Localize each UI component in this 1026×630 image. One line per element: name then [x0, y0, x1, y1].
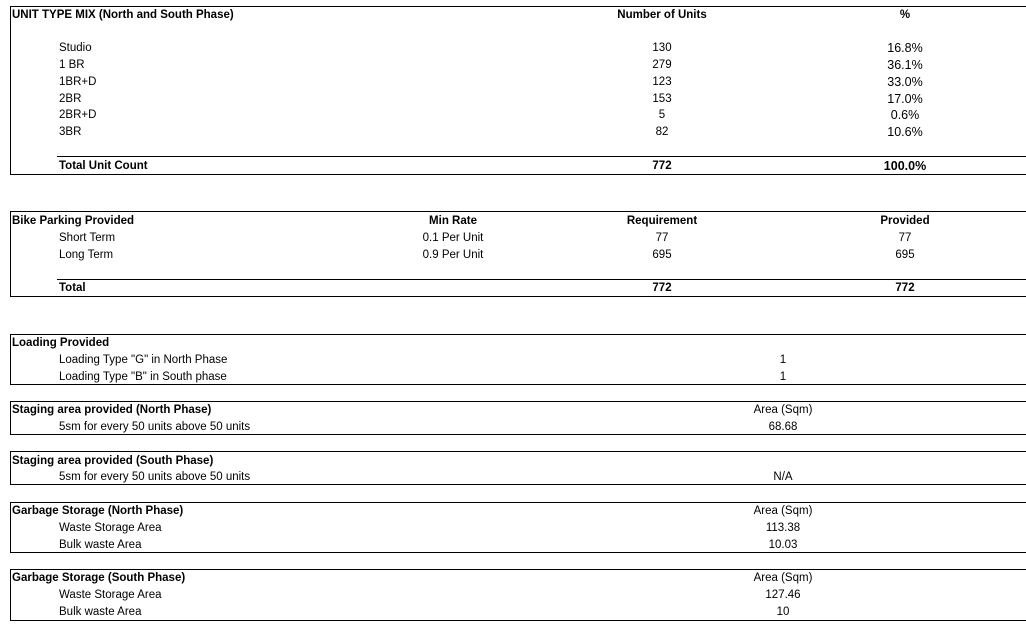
loading-row-label: Loading Type "B" in South phase: [59, 371, 227, 383]
unit-mix-title: UNIT TYPE MIX (North and South Phase): [12, 9, 234, 21]
provided-header: Provided: [880, 215, 930, 227]
staging-south-title: Staging area provided (South Phase): [12, 455, 214, 467]
garbage-north-row-value: 113.38: [765, 522, 801, 534]
unit-pct: 36.1%: [887, 58, 923, 72]
garbage-north-row-label: Bulk waste Area: [59, 539, 142, 551]
bike-row-rate: 0.9 Per Unit: [422, 249, 484, 261]
unit-pct: 0.6%: [890, 108, 920, 122]
staging-south-row-label: 5sm for every 50 units above 50 units: [59, 471, 251, 483]
garbage-south-row-value: 10: [776, 606, 790, 618]
garbage-north-row-value: 10.03: [768, 539, 798, 551]
staging-north-area-header: Area (Sqm): [753, 404, 813, 416]
bike-title: Bike Parking Provided: [12, 215, 135, 227]
unit-count: 279: [652, 59, 672, 71]
min-rate-header: Min Rate: [429, 215, 477, 227]
unit-type: Studio: [59, 42, 92, 54]
garbage-south-row-label: Bulk waste Area: [59, 606, 142, 618]
bike-row-rate: 0.1 Per Unit: [422, 232, 484, 244]
garbage-north-title: Garbage Storage (North Phase): [12, 505, 184, 517]
bike-row-req: 695: [652, 249, 672, 261]
requirement-header: Requirement: [626, 215, 698, 227]
unit-type: 1BR+D: [59, 76, 97, 88]
unit-pct: 33.0%: [887, 75, 923, 89]
unit-count: 153: [652, 93, 672, 105]
bike-row-label: Long Term: [59, 249, 114, 261]
unit-type: 3BR: [59, 126, 82, 138]
units-header: Number of Units: [617, 9, 707, 21]
bike-row-label: Short Term: [59, 232, 116, 244]
unit-pct: 16.8%: [887, 41, 923, 55]
unit-type: 1 BR: [59, 59, 85, 71]
total-unit-count: 772: [652, 160, 672, 172]
unit-count: 5: [658, 109, 666, 121]
unit-type: 2BR+D: [59, 109, 97, 121]
garbage-north-row-label: Waste Storage Area: [59, 522, 162, 534]
garbage-south-row-label: Waste Storage Area: [59, 589, 162, 601]
total-unit-label: Total Unit Count: [59, 160, 148, 172]
total-divider: [57, 156, 1026, 157]
bike-total-divider: [57, 279, 1026, 280]
staging-north-row-value: 68.68: [768, 421, 798, 433]
loading-row-value: 1: [779, 354, 787, 366]
unit-count: 123: [652, 76, 672, 88]
pct-header: %: [899, 9, 911, 21]
unit-pct: 10.6%: [887, 125, 923, 139]
loading-row-value: 1: [779, 371, 787, 383]
bike-total-req: 772: [652, 282, 672, 294]
garbage-north-area-header: Area (Sqm): [753, 505, 813, 517]
garbage-south-row-value: 127.46: [765, 589, 801, 601]
loading-row-label: Loading Type "G" in North Phase: [59, 354, 228, 366]
staging-north-row-label: 5sm for every 50 units above 50 units: [59, 421, 251, 433]
total-unit-pct: 100.0%: [883, 159, 927, 173]
unit-pct: 17.0%: [887, 92, 923, 106]
bike-row-prov: 77: [898, 232, 912, 244]
bike-row-prov: 695: [895, 249, 915, 261]
loading-title: Loading Provided: [12, 337, 110, 349]
unit-count: 130: [652, 42, 672, 54]
bike-total-label: Total: [59, 282, 86, 294]
garbage-south-area-header: Area (Sqm): [753, 572, 813, 584]
bike-total-prov: 772: [895, 282, 915, 294]
staging-north-title: Staging area provided (North Phase): [12, 404, 212, 416]
unit-count: 82: [655, 126, 669, 138]
bike-row-req: 77: [655, 232, 669, 244]
staging-south-row-value: N/A: [773, 471, 793, 483]
garbage-south-title: Garbage Storage (South Phase): [12, 572, 186, 584]
unit-mix-table: [10, 6, 1026, 175]
unit-type: 2BR: [59, 93, 82, 105]
bike-parking-table: [10, 211, 1026, 297]
